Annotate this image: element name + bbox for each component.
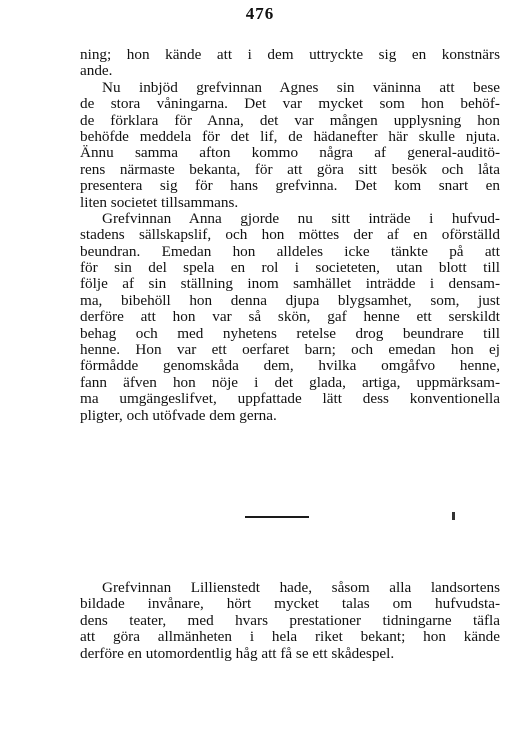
text-line: Nu inbjöd grefvinnan Agnes sin väninna att bese <box>102 79 500 96</box>
text-line: Ännu samma afton kommo några af general-auditö- <box>80 145 500 162</box>
text-line: presentera sig för hans grefvinna. Det kom snart en <box>80 178 500 195</box>
text-line: rens närmaste bekanta, för att göra sitt besök och låta <box>80 161 500 178</box>
text-line: ma umgängeslifvet, uppfattade lätt dess konventionella <box>80 391 500 408</box>
text-line: ning; hon kände att i dem uttryckte sig en konstnärs <box>80 47 500 63</box>
text-line: liten societet tillsammans. <box>80 194 239 211</box>
text-line: derföre att hon var så skön, gaf henne ett serskildt <box>80 309 500 326</box>
text-line: för sin del spela en rol i societeten, utan blott till <box>80 260 500 277</box>
text-line: behöfde meddela för det lif, de hädanefter här skulle njuta. <box>80 128 500 145</box>
text-line: de stora våningarna. Det var mycket som hon behöf- <box>80 96 500 113</box>
text-line: behag och med nyhetens retelse drog beundrare till <box>80 325 500 342</box>
text-line: ande. <box>80 63 113 80</box>
text-line: derföre en utomordentlig håg att få se ett skådespel. <box>80 645 395 662</box>
text-line: Grefvinnan Lillienstedt hade, såsom alla landsortens <box>102 580 500 596</box>
text-line: följe af sin ställning inom samhället inträdde i densam- <box>80 276 500 293</box>
text-line: förmådde genomskåda dem, hvilka omgåfvo henne, <box>80 358 500 375</box>
text-block-section <box>80 580 500 662</box>
text-line: att göra allmänheten i hela riket bekant; hon kände <box>80 629 500 646</box>
text-line: stadens sällskapslif, och hon möttes der af en oförställd <box>80 227 500 244</box>
page-number: 476 <box>245 4 275 23</box>
text-line: beundran. Emedan hon alldeles icke tänkte på att <box>80 243 500 260</box>
text-line: de förklara för Anna, det var mången upplysning hon <box>80 112 500 129</box>
print-mark <box>452 512 455 520</box>
section-divider <box>245 516 309 518</box>
text-line: ma, bibehöll hon denna djupa blygsamhet, som, just <box>80 292 500 309</box>
text-line: pligter, och utöfvade dem gerna. <box>80 407 277 424</box>
text-line: fann äfven hon nöje i det glada, artiga, uppmärksam- <box>80 374 500 391</box>
text-block-main <box>80 47 500 424</box>
text-line: dens teater, med hvars prestationer tidningarne täfla <box>80 612 500 629</box>
text-line: bildade invånare, hört mycket talas om hufvudsta- <box>80 596 500 613</box>
text-line: henne. Hon var ett oerfaret barn; och emedan hon ej <box>80 342 500 359</box>
text-line: Grefvinnan Anna gjorde nu sitt inträde i hufvud- <box>102 210 500 227</box>
